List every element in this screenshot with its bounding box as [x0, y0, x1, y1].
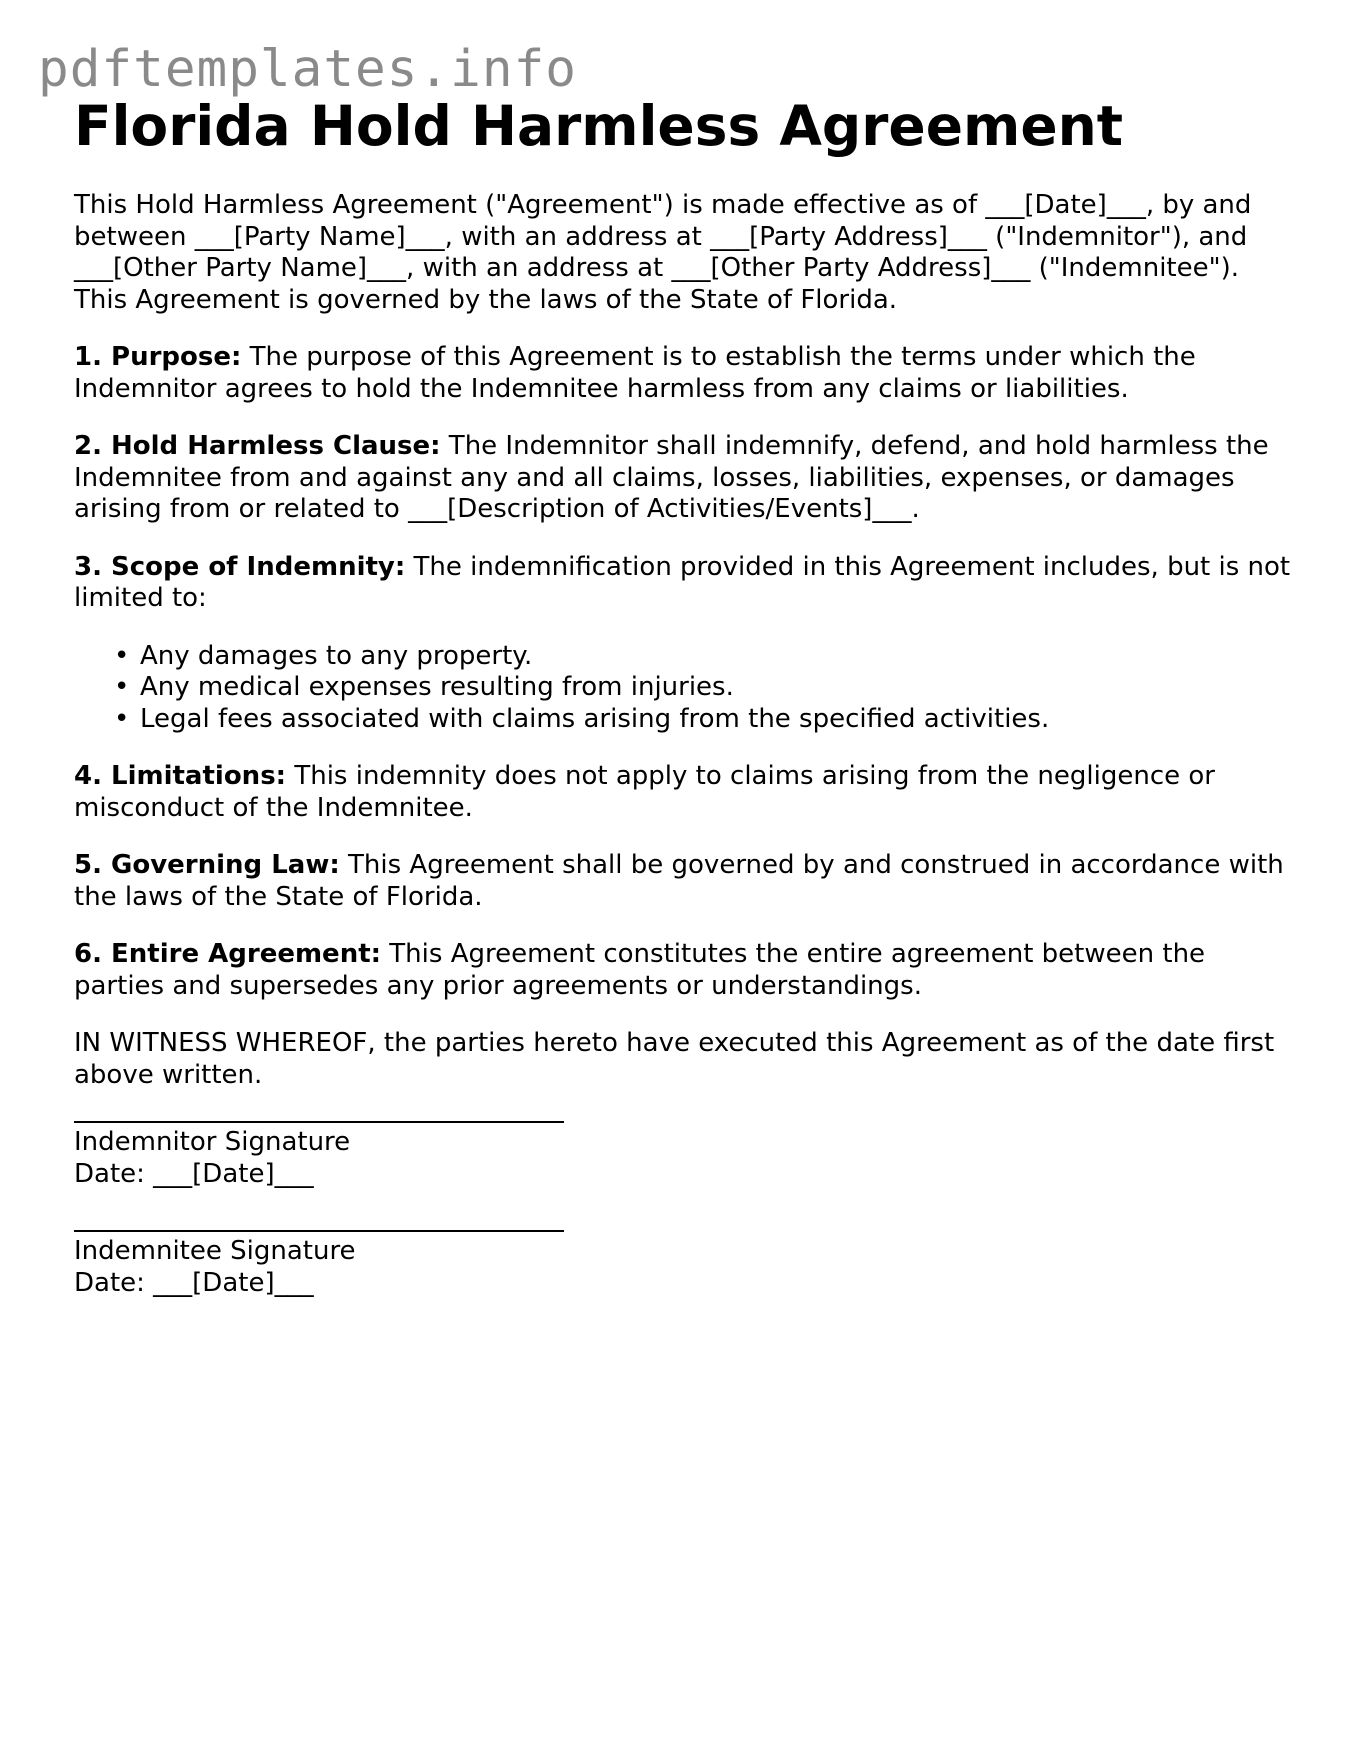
bullet-icon: • [114, 640, 130, 671]
section-limitations [74, 761, 1294, 824]
section-heading: 1. Purpose: [74, 342, 242, 372]
indemnitee-signature-block [74, 1230, 1294, 1299]
signature-label: Indemnitor Signature [74, 1127, 351, 1157]
intro-paragraph: This Hold Harmless Agreement ("Agreement") is made effective as of ___[Date]___, by and between ___[Party Name]___, with an address at ___[Party Address]___ ("Indemnitor"), and ___[Other Party Name]___, with an address at ___[Other Party Address]___ ("Indemnitee"). This Agreement is governed by the laws of the State of Florida. [74, 190, 1252, 315]
section-scope-of-indemnity [74, 552, 1294, 615]
list-item [114, 640, 1294, 673]
page-title: Florida Hold Harmless Agreement [74, 94, 1124, 158]
bullet-icon: • [114, 703, 130, 734]
section-heading: 6. Entire Agreement: [74, 939, 382, 969]
list-item-text: Legal fees associated with claims arising from the specified activities. [140, 703, 1050, 734]
signature-date: Date: ___[Date]___ [74, 1158, 314, 1189]
section-text: The indemnification provided in this Agreement includes, but is not limited to: [74, 551, 1291, 613]
document-page [74, 92, 1294, 1299]
list-item-text: Any medical expenses resulting from injuries. [140, 672, 734, 702]
section-text: The Indemnitor shall indemnify, defend, and hold harmless the Indemnitee from and against any and all claims, losses, liabilities, expenses, or damages arising from or related to ___[Description of Activities/Events]___. [74, 431, 1269, 524]
signature-date: Date: ___[Date]___ [74, 1267, 314, 1298]
indemnitor-signature-block [74, 1121, 1294, 1190]
section-heading: 4. Limitations: [74, 761, 287, 791]
signature-line[interactable] [74, 1121, 564, 1123]
section-heading: 2. Hold Harmless Clause: [74, 431, 441, 461]
list-item [114, 672, 1294, 704]
list-item-text: Any damages to any property. [140, 640, 533, 671]
section-governing-law [74, 850, 1294, 913]
scope-list [74, 641, 1294, 736]
signature-label: Indemnitee Signature [74, 1236, 356, 1266]
section-heading: 5. Governing Law: [74, 850, 340, 880]
section-text: This Agreement shall be governed by and construed in accordance with the laws of the State of Florida. [74, 850, 1284, 912]
watermark: pdftemplates.info [38, 40, 577, 99]
signature-line[interactable] [74, 1230, 564, 1232]
section-text: This Agreement constitutes the entire agreement between the parties and supersedes any prior agreements or understandings. [74, 939, 1206, 1001]
section-heading: 3. Scope of Indemnity: [74, 551, 406, 582]
section-purpose [74, 342, 1294, 405]
section-text: The purpose of this Agreement is to establish the terms under which the Indemnitor agrees to hold the Indemnitee harmless from any claims or liabilities. [74, 342, 1196, 404]
section-hold-harmless-clause [74, 431, 1294, 526]
section-entire-agreement [74, 939, 1294, 1002]
bullet-icon: • [114, 672, 130, 702]
witness-paragraph: IN WITNESS WHEREOF, the parties hereto have executed this Agreement as of the date first above written. [74, 1028, 1275, 1090]
section-text: This indemnity does not apply to claims arising from the negligence or misconduct of the Indemnitee. [74, 761, 1215, 823]
list-item [114, 703, 1294, 736]
